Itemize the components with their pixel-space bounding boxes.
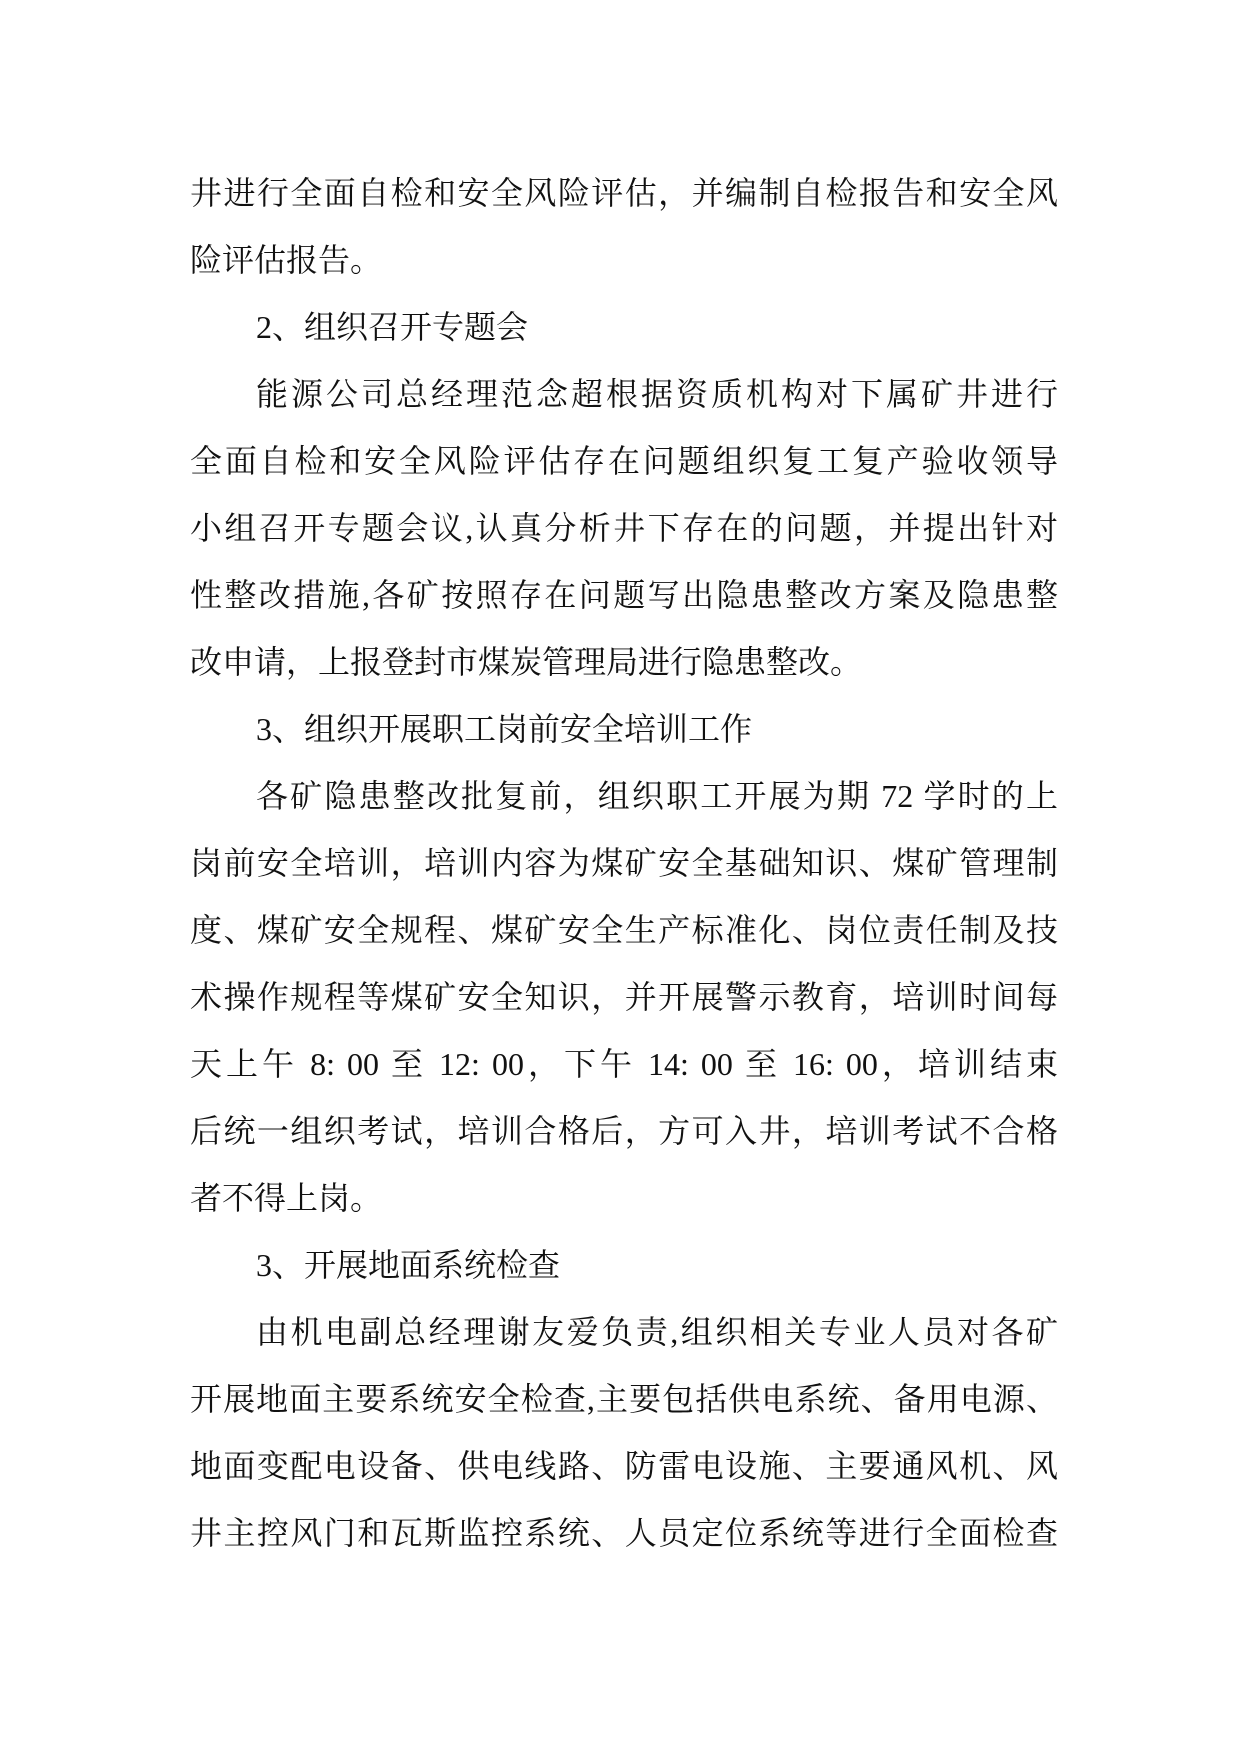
body-line: 险评估报告。 xyxy=(190,242,383,278)
body-line: 天上午 8: 00 至 12: 00，下午 14: 00 至 16: 00，培训结束 xyxy=(190,1046,1058,1082)
body-line: 改申请，上报登封市煤炭管理局进行隐患整改。 xyxy=(190,644,863,680)
section-1 xyxy=(190,294,1058,696)
body-line: 开展地面主要系统安全检查,主要包括供电系统、备用电源、 xyxy=(190,1381,1058,1417)
section-2 xyxy=(190,696,1058,1232)
section-paragraph xyxy=(190,1299,1058,1567)
body-line: 术操作规程等煤矿安全知识，并开展警示教育，培训时间每 xyxy=(190,979,1058,1015)
continuation-paragraph xyxy=(190,160,1058,294)
document-body xyxy=(190,160,1058,1567)
body-line: 由机电副总经理谢友爱负责,组织相关专业人员对各矿 xyxy=(256,1314,1058,1350)
body-line: 井进行全面自检和安全风险评估，并编制自检报告和安全风 xyxy=(190,175,1058,211)
body-line: 能源公司总经理范念超根据资质机构对下属矿井进行 xyxy=(256,376,1058,412)
body-line: 全面自检和安全风险评估存在问题组织复工复产验收领导 xyxy=(190,443,1058,479)
body-line: 者不得上岗。 xyxy=(190,1180,383,1216)
body-line: 后统一组织考试，培训合格后，方可入井，培训考试不合格 xyxy=(190,1113,1058,1149)
section-paragraph xyxy=(190,763,1058,1232)
section-heading: 2、组织召开专题会 xyxy=(256,309,529,345)
section-paragraph xyxy=(190,361,1058,696)
body-line: 井主控风门和瓦斯监控系统、人员定位系统等进行全面检查 xyxy=(190,1515,1058,1551)
body-line: 度、煤矿安全规程、煤矿安全生产标准化、岗位责任制及技 xyxy=(190,912,1058,948)
section-heading: 3、开展地面系统检查 xyxy=(256,1247,561,1283)
body-line: 小组召开专题会议,认真分析井下存在的问题，并提出针对 xyxy=(190,510,1058,546)
section-3 xyxy=(190,1232,1058,1567)
body-line: 各矿隐患整改批复前，组织职工开展为期 72 学时的上 xyxy=(256,778,1058,814)
section-heading: 3、组织开展职工岗前安全培训工作 xyxy=(256,711,753,747)
body-line: 地面变配电设备、供电线路、防雷电设施、主要通风机、风 xyxy=(190,1448,1058,1484)
body-line: 岗前安全培训，培训内容为煤矿安全基础知识、煤矿管理制 xyxy=(190,845,1058,881)
body-line: 性整改措施,各矿按照存在问题写出隐患整改方案及隐患整 xyxy=(190,577,1058,613)
